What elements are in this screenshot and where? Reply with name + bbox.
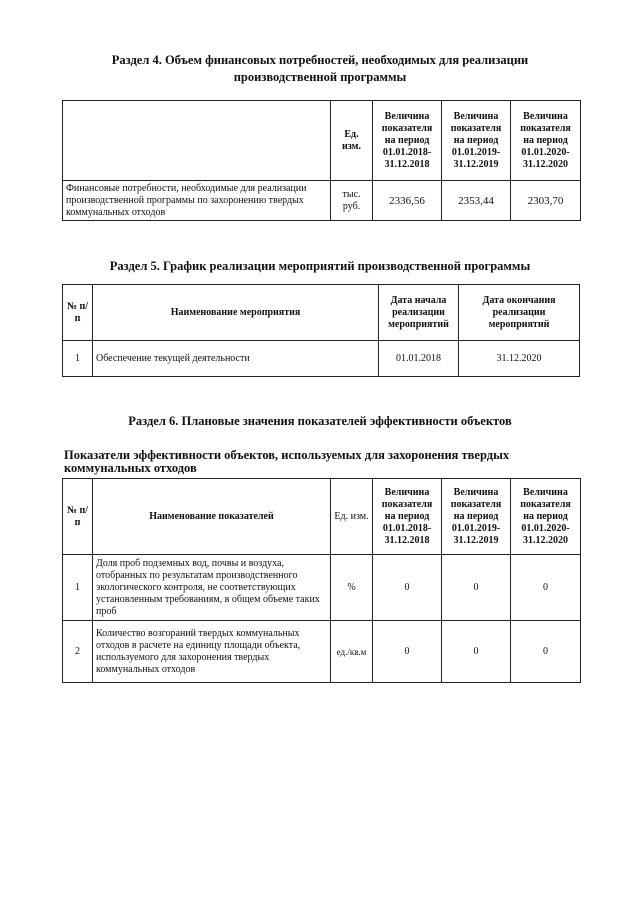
section5-table bbox=[62, 284, 580, 377]
section6-row2-name: Количество возгораний твердых коммунальных отходов в расчете на единицу площади объекта, используемого для захоронения твердых коммунальных отходов bbox=[93, 621, 331, 683]
section5-row-start: 01.01.2018 bbox=[379, 341, 459, 377]
section6-row1-value-1: 0 bbox=[373, 555, 442, 621]
table-row bbox=[63, 621, 581, 683]
table-row bbox=[63, 341, 580, 377]
section6-subtitle-line2: коммунальных отходов bbox=[64, 461, 197, 475]
section5-row-name: Обеспечение текущей деятельности bbox=[93, 341, 379, 377]
section4-row-value-1: 2336,56 bbox=[373, 181, 442, 221]
section6-header-period-1: Величина показателя на период 01.01.2018-31.12.2018 bbox=[373, 479, 442, 555]
section6-table bbox=[62, 478, 581, 683]
section5-row-end: 31.12.2020 bbox=[459, 341, 580, 377]
section6-header-name: Наименование показателей bbox=[93, 479, 331, 555]
section4-header-name bbox=[63, 101, 331, 181]
section4-header-unit: Ед. изм. bbox=[331, 101, 373, 181]
table-row bbox=[63, 181, 581, 221]
section4-row-value-2: 2353,44 bbox=[442, 181, 511, 221]
section5-header-end: Дата окончания реализации мероприятий bbox=[459, 285, 580, 341]
section6-header-num: № п/п bbox=[63, 479, 93, 555]
section6-header-period-3: Величина показателя на период 01.01.2020-31.12.2020 bbox=[511, 479, 581, 555]
table-row bbox=[63, 555, 581, 621]
section4-row-unit: тыс. руб. bbox=[331, 181, 373, 221]
section6-row1-name: Доля проб подземных вод, почвы и воздуха, отобранных по результатам производственного экологического контроля, не соответствующих установленным требованиям, в общем объеме таких проб bbox=[93, 555, 331, 621]
section5-row-num: 1 bbox=[63, 341, 93, 377]
section6-row2-value-2: 0 bbox=[442, 621, 511, 683]
section5-header-name: Наименование мероприятия bbox=[93, 285, 379, 341]
section4-header-period-1: Величина показателя на период 01.01.2018-31.12.2018 bbox=[373, 101, 442, 181]
section4-row-name: Финансовые потребности, необходимые для реализации производственной программы по захоронению твердых коммунальных отходов bbox=[63, 181, 331, 221]
section6-row2-value-3: 0 bbox=[511, 621, 581, 683]
section6-row1-unit: % bbox=[331, 555, 373, 621]
section5-title: Раздел 5. График реализации мероприятий производственной программы bbox=[109, 259, 531, 273]
section4-title-line2: производственной программы bbox=[233, 70, 407, 84]
section4-header-period-2: Величина показателя на период 01.01.2019-31.12.2019 bbox=[442, 101, 511, 181]
section6-header-period-2: Величина показателя на период 01.01.2019-31.12.2019 bbox=[442, 479, 511, 555]
section5-header-start: Дата начала реализации мероприятий bbox=[379, 285, 459, 341]
section6-title: Раздел 6. Плановые значения показателей эффективности объектов bbox=[128, 414, 512, 428]
section6-row2-num: 2 bbox=[63, 621, 93, 683]
section4-header-period-3: Величина показателя на период 01.01.2020-31.12.2020 bbox=[511, 101, 581, 181]
section6-row2-value-1: 0 bbox=[373, 621, 442, 683]
section6-row1-value-2: 0 bbox=[442, 555, 511, 621]
section6-row1-value-3: 0 bbox=[511, 555, 581, 621]
section6-subtitle-line1: Показатели эффективности объектов, используемых для захоронения твердых bbox=[64, 448, 510, 462]
section5-header-num: № п/п bbox=[63, 285, 93, 341]
section4-title-line1: Раздел 4. Объем финансовых потребностей, необходимых для реализации bbox=[111, 53, 529, 67]
section6-header-unit: Ед. изм. bbox=[331, 479, 373, 555]
section4-row-value-3: 2303,70 bbox=[511, 181, 581, 221]
section6-row2-unit: ед./кв.м bbox=[331, 621, 373, 683]
section4-table bbox=[62, 100, 581, 221]
section6-row1-num: 1 bbox=[63, 555, 93, 621]
